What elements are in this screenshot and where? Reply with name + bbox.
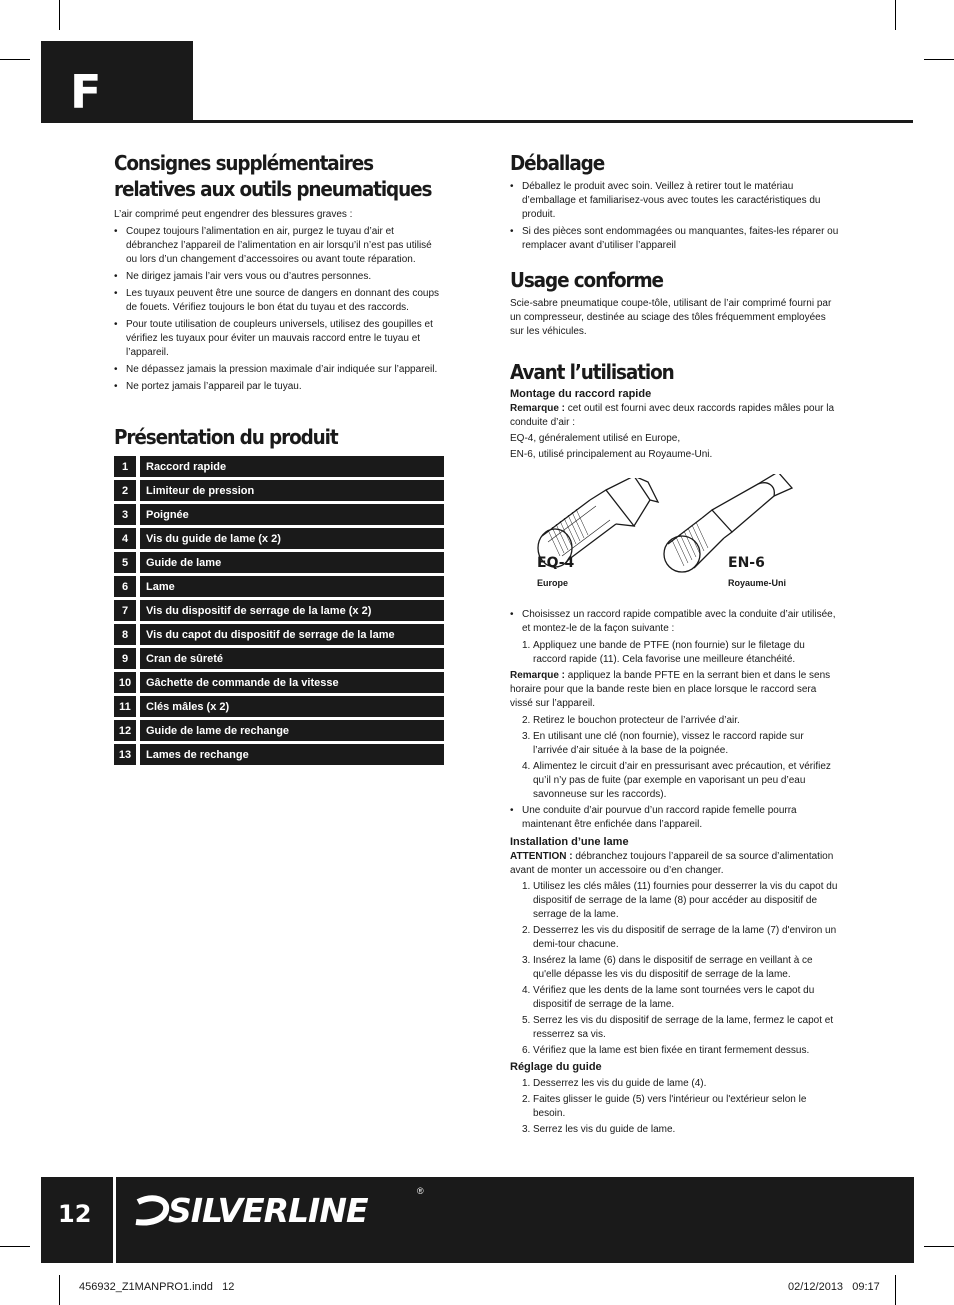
list-item: [510, 880, 840, 922]
section-title-before-use: Avant l’utilisation: [510, 360, 674, 384]
brand-logo: SILVERLINE: [168, 1191, 368, 1230]
table-row: [114, 624, 444, 645]
right-column: [510, 150, 840, 1139]
en6-label: EN-6: [728, 555, 765, 571]
table-row: [114, 552, 444, 573]
part-label: Lame: [140, 576, 444, 597]
section-title-intended-use: Usage conforme: [510, 268, 663, 292]
attention-text: débranchez toujours l’appareil de sa source d’alimentation avant de monter un accessoire ou d’en changer.: [510, 851, 834, 876]
en6-line: EN-6, utilisé principalement au Royaume-Uni.: [510, 449, 713, 460]
list-item: • Si des pièces sont endommagées ou manquantes, faites-les réparer ou remplacer avant d’utiliser l’appareil: [510, 225, 840, 253]
table-row: [114, 504, 444, 525]
part-label: Vis du capot du dispositif de serrage de la lame: [140, 624, 444, 645]
remark-label: Remarque :: [510, 670, 566, 681]
step-number: 3.: [522, 955, 531, 966]
remark-label: Remarque :: [510, 403, 566, 414]
list-item: [510, 1077, 840, 1091]
crop-mark: [924, 1246, 954, 1247]
part-number: 2: [114, 480, 136, 501]
part-label: Lames de rechange: [140, 744, 444, 765]
part-number: 3: [114, 504, 136, 525]
steps-list: [510, 880, 840, 1058]
crop-mark: [59, 0, 60, 30]
brand-swoosh-icon: [132, 1192, 172, 1232]
crop-mark: [924, 59, 954, 60]
step-text: Faites glisser le guide (5) vers l'intérieur ou l'extérieur selon le besoin.: [533, 1094, 807, 1119]
list-item: [510, 1014, 840, 1042]
part-label: Guide de lame: [140, 552, 444, 573]
step-text: Retirez le bouchon protecteur de l’arrivée d’air.: [533, 715, 740, 726]
part-label: Poignée: [140, 504, 444, 525]
step-text: Desserrez les vis du guide de lame (4).: [533, 1078, 707, 1089]
part-label: Cran de sûreté: [140, 648, 444, 669]
remark-text: appliquez la bande PFTE en la serrant bien et dans le sens horaire pour que la bande reste bien en place lorsque le raccord sera vissé sur l’appareil.: [510, 670, 831, 709]
step-text: Serrez les vis du dispositif de serrage de la lame, fermez le capot et resserrez sa vis.: [533, 1015, 834, 1040]
table-row: [114, 480, 444, 501]
unpacking-bullet-list: [510, 180, 840, 253]
step-text: Vérifiez que les dents de la lame sont tournées vers le capot du dispositif de serrage de la lame.: [533, 985, 815, 1010]
step-number: 6.: [522, 1045, 531, 1056]
step-number: 3.: [522, 731, 531, 742]
list-item: • Choisissez un raccord rapide compatible avec la conduite d’air utilisée, et montez-le de la façon suivante :: [510, 608, 840, 636]
section-title-product-overview: Présentation du produit: [114, 425, 338, 449]
part-number: 7: [114, 600, 136, 621]
step-number: 2.: [522, 715, 531, 726]
left-column: [114, 150, 444, 768]
print-datetime: 02/12/2013 09:17: [788, 1281, 880, 1293]
list-item: • Ne dirigez jamais l’air vers vous ou d’autres personnes.: [114, 270, 444, 284]
step-number: 2.: [522, 1094, 531, 1105]
table-row: [114, 456, 444, 477]
choose-bullet: [510, 608, 840, 636]
step-text: Insérez la lame (6) dans le dispositif de serrage en veillant à ce qu'elle dépasse les vis du dispositif de serrage de la lame.: [533, 955, 813, 980]
list-item: [510, 1044, 840, 1058]
en6-region: Royaume-Uni: [728, 578, 787, 588]
part-number: 8: [114, 624, 136, 645]
attention-label: ATTENTION :: [510, 851, 573, 862]
female-coupler-bullet: [510, 804, 840, 832]
list-item: • Les tuyaux peuvent être une source de dangers en donnant des coups de fouets. Vérifiez toujours le bon état du tuyau et des raccords.: [114, 287, 444, 315]
steps-list: [510, 1077, 840, 1137]
step-number: 4.: [522, 985, 531, 996]
part-number: 9: [114, 648, 136, 669]
page-number: 12: [58, 1200, 92, 1228]
subheading-quick-coupler: Montage du raccord rapide: [510, 388, 652, 400]
part-number: 5: [114, 552, 136, 573]
part-label: Guide de lame de rechange: [140, 720, 444, 741]
intended-use-text: Scie-sabre pneumatique coupe-tôle, utilisant de l’air comprimé fourni par un compresseur, destinée au sciage des tôles fréquemment employées sur les véhicules.: [510, 298, 832, 337]
file-info: 456932_Z1MANPRO1.indd 12: [79, 1281, 235, 1293]
remark-paragraph: [510, 669, 840, 711]
list-item: [510, 639, 840, 667]
eq4-label: EQ-4: [537, 555, 575, 571]
table-row: [114, 672, 444, 693]
list-item: • Ne dépassez jamais la pression maximale d’air indiquée sur l’appareil.: [114, 363, 444, 377]
crop-mark: [895, 1275, 896, 1305]
step-number: 4.: [522, 761, 531, 772]
subheading-guide-adjust: Réglage du guide: [510, 1061, 602, 1073]
registered-mark: ®: [417, 1186, 424, 1196]
steps-list: [510, 639, 840, 667]
list-item: • Coupez toujours l’alimentation en air, purgez le tuyau d’air et débranchez l’appareil de l’alimentation en air lorsqu’il n’est pas utilisé ou lors d’un changement d’accessoires ou avant toute réparation.: [114, 225, 444, 267]
step-number: 1.: [522, 1078, 531, 1089]
part-label: Gâchette de commande de la vitesse: [140, 672, 444, 693]
table-row: [114, 528, 444, 549]
coupler-illustration: [510, 468, 840, 588]
part-label: Vis du dispositif de serrage de la lame (x 2): [140, 600, 444, 621]
remark-text: cet outil est fourni avec deux raccords rapides mâles pour la conduite d’air :: [510, 403, 835, 428]
crop-mark: [59, 1275, 60, 1305]
part-number: 10: [114, 672, 136, 693]
part-number: 12: [114, 720, 136, 741]
parts-table: [114, 456, 444, 765]
list-item: • Déballez le produit avec soin. Veillez à retirer tout le matériau d’emballage et familiarisez-vous avec toutes les caractéristiques du produit.: [510, 180, 840, 222]
list-item: [510, 730, 840, 758]
list-item: [510, 1093, 840, 1121]
eq4-region: Europe: [537, 578, 569, 588]
list-item: [510, 1123, 840, 1137]
safety-bullet-list: [114, 225, 444, 394]
step-number: 1.: [522, 881, 531, 892]
part-label: Clés mâles (x 2): [140, 696, 444, 717]
table-row: [114, 600, 444, 621]
language-letter: F: [70, 65, 102, 119]
step-text: Utilisez les clés mâles (11) fournies pour desserrer la vis du capot du dispositif de serrage de la lame (8) pour accéder au dispositif de serrage de la lame.: [533, 881, 838, 920]
table-row: [114, 696, 444, 717]
step-number: 2.: [522, 925, 531, 936]
header-rule: [193, 120, 913, 123]
step-text: Desserrez les vis du dispositif de serrage de la lame (7) d'environ un demi-tour chacune.: [533, 925, 837, 950]
footer-divider: [113, 1177, 116, 1263]
table-row: [114, 744, 444, 765]
crop-mark: [0, 59, 30, 60]
crop-mark: [0, 1246, 30, 1247]
list-item: [510, 924, 840, 952]
part-label: Vis du guide de lame (x 2): [140, 528, 444, 549]
list-item: [510, 954, 840, 982]
list-item: • Pour toute utilisation de coupleurs universels, utilisez des goupilles et vérifiez les tuyaux pour éviter un mauvais raccord entre le tuyau et l’appareil.: [114, 318, 444, 360]
language-tab: [41, 41, 193, 123]
attention-paragraph: [510, 850, 840, 878]
section-title-pneumatic-safety: Consignes supplémentaires relatives aux outils pneumatiques: [114, 151, 432, 201]
part-number: 6: [114, 576, 136, 597]
step-text: Vérifiez que la lame est bien fixée en tirant fermement dessus.: [533, 1045, 810, 1056]
remark-paragraph: [510, 402, 840, 430]
step-number: 3.: [522, 1124, 531, 1135]
part-label: Raccord rapide: [140, 456, 444, 477]
part-number: 13: [114, 744, 136, 765]
list-item: • Ne portez jamais l’appareil par le tuyau.: [114, 380, 444, 394]
list-item: [510, 714, 840, 728]
step-text: En utilisant une clé (non fournie), vissez le raccord rapide sur l’arrivée d’air située à la base de la poignée.: [533, 731, 804, 756]
table-row: [114, 720, 444, 741]
list-item: [510, 984, 840, 1012]
table-row: [114, 648, 444, 669]
eq4-line: EQ-4, généralement utilisé en Europe,: [510, 433, 681, 444]
subheading-blade-install: Installation d’une lame: [510, 836, 629, 848]
part-label: Limiteur de pression: [140, 480, 444, 501]
steps-list: [510, 714, 840, 802]
step-text: Appliquez une bande de PTFE (non fournie) sur le filetage du raccord rapide (11). Cela favorise une meilleure étanchéité.: [533, 640, 805, 665]
list-item: [510, 760, 840, 802]
step-text: Serrez les vis du guide de lame.: [533, 1124, 676, 1135]
section-title-unpacking: Déballage: [510, 151, 605, 175]
step-number: 5.: [522, 1015, 531, 1026]
list-item: • Une conduite d’air pourvue d’un raccord rapide femelle pourra maintenant être enfichée dans l’appareil.: [510, 804, 840, 832]
step-number: 1.: [522, 640, 531, 651]
section-intro: L’air comprimé peut engendrer des blessures graves :: [114, 209, 353, 220]
part-number: 4: [114, 528, 136, 549]
part-number: 11: [114, 696, 136, 717]
step-text: Alimentez le circuit d’air en pressurisant avec précaution, et vérifiez qu’il n’y pas de fuite (par exemple en vaporisant un peu d’eau savonneuse sur les raccords).: [533, 761, 831, 800]
part-number: 1: [114, 456, 136, 477]
table-row: [114, 576, 444, 597]
crop-mark: [895, 0, 896, 30]
